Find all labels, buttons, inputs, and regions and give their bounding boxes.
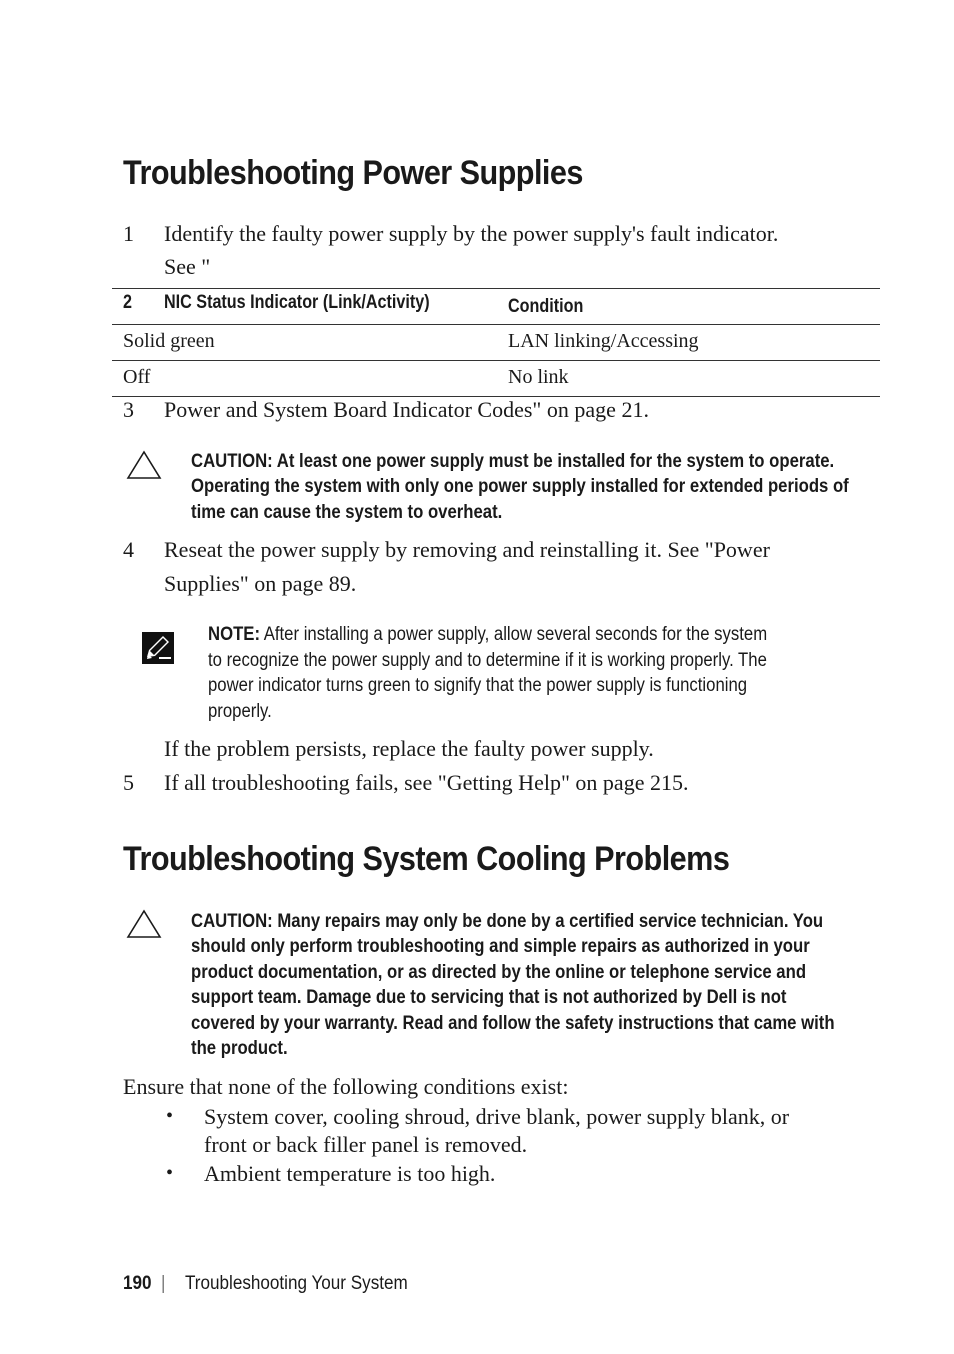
note-pencil-icon (142, 632, 174, 664)
bullet-marker: • (166, 1105, 174, 1127)
caution-line: support team. Damage due to servicing that is not authorized by Dell is not (191, 987, 787, 1009)
step-number: 3 (123, 397, 134, 422)
note-line: properly. (208, 700, 272, 722)
table-cell-condition: No link (508, 366, 569, 388)
step-number: 4 (123, 537, 134, 562)
section-title-power-supplies: Troubleshooting Power Supplies (123, 154, 583, 192)
step-text-line: If all troubleshooting fails, see "Getting Help" on page 215. (164, 770, 689, 795)
caution-triangle-icon (126, 450, 162, 480)
table-header-number: 2 (123, 292, 132, 313)
caution-text (191, 909, 860, 1061)
table-header-condition: Condition (508, 296, 584, 317)
caution-line: Operating the system with only one power supply installed for extended periods of (191, 476, 849, 498)
step-text-line: Identify the faulty power supply by the power supply's fault indicator. (164, 221, 779, 246)
caution-line: should only perform troubleshooting and simple repairs as authorized in your (191, 936, 810, 958)
step-text-line: See " (164, 254, 211, 279)
footer-separator: | (161, 1273, 166, 1294)
caution-line: CAUTION: Many repairs may only be done by a certified service technician. You (191, 911, 824, 932)
note-line: to recognize the power supply and to determine if it is working properly. The (208, 649, 767, 671)
table-rule-top (112, 288, 880, 289)
caution-line: product documentation, or as directed by the online or telephone service and (191, 961, 807, 983)
table-rule (112, 324, 880, 325)
caution-line: covered by your warranty. Read and follow the safety instructions that came with (191, 1012, 835, 1034)
step-text-line: Power and System Board Indicator Codes" on page 21. (164, 397, 649, 422)
table-header-indicator: NIC Status Indicator (Link/Activity) (164, 292, 430, 313)
list-item-line: front or back filler panel is removed. (204, 1132, 528, 1157)
step-number: 5 (123, 770, 134, 795)
caution-text (191, 449, 860, 525)
section-title-cooling: Troubleshooting System Cooling Problems (123, 840, 730, 878)
caution-triangle-icon (126, 909, 162, 939)
page-number: 190 (123, 1273, 152, 1294)
note-line (208, 622, 842, 648)
conditions-intro: Ensure that none of the following conditions exist: (123, 1074, 569, 1099)
list-item-line: Ambient temperature is too high. (204, 1161, 496, 1186)
footer-chapter-title: Troubleshooting Your System (185, 1273, 408, 1294)
step-number: 1 (123, 221, 134, 246)
list-item-line: System cover, cooling shroud, drive blank, power supply blank, or (204, 1104, 790, 1129)
table-rule (112, 360, 880, 361)
caution-line: the product. (191, 1038, 288, 1060)
note-text (208, 622, 842, 724)
persist-paragraph: If the problem persists, replace the faulty power supply. (164, 736, 654, 761)
caution-line: time can cause the system to overheat. (191, 501, 503, 523)
note-line: power indicator turns green to signify that the power supply is functioning (208, 675, 748, 696)
table-cell-indicator: Solid green (123, 330, 215, 352)
caution-line: CAUTION: At least one power supply must be installed for the system to operate. (191, 451, 835, 472)
bullet-marker: • (166, 1162, 174, 1184)
table-cell-condition: LAN linking/Accessing (508, 330, 699, 352)
step-text-line: Reseat the power supply by removing and reinstalling it. See "Power (164, 537, 770, 562)
note-label: NOTE: (208, 624, 261, 645)
table-cell-indicator: Off (123, 366, 151, 388)
step-text-line: Supplies" on page 89. (164, 571, 357, 596)
note-line-text: After installing a power supply, allow several seconds for the system (260, 624, 768, 645)
